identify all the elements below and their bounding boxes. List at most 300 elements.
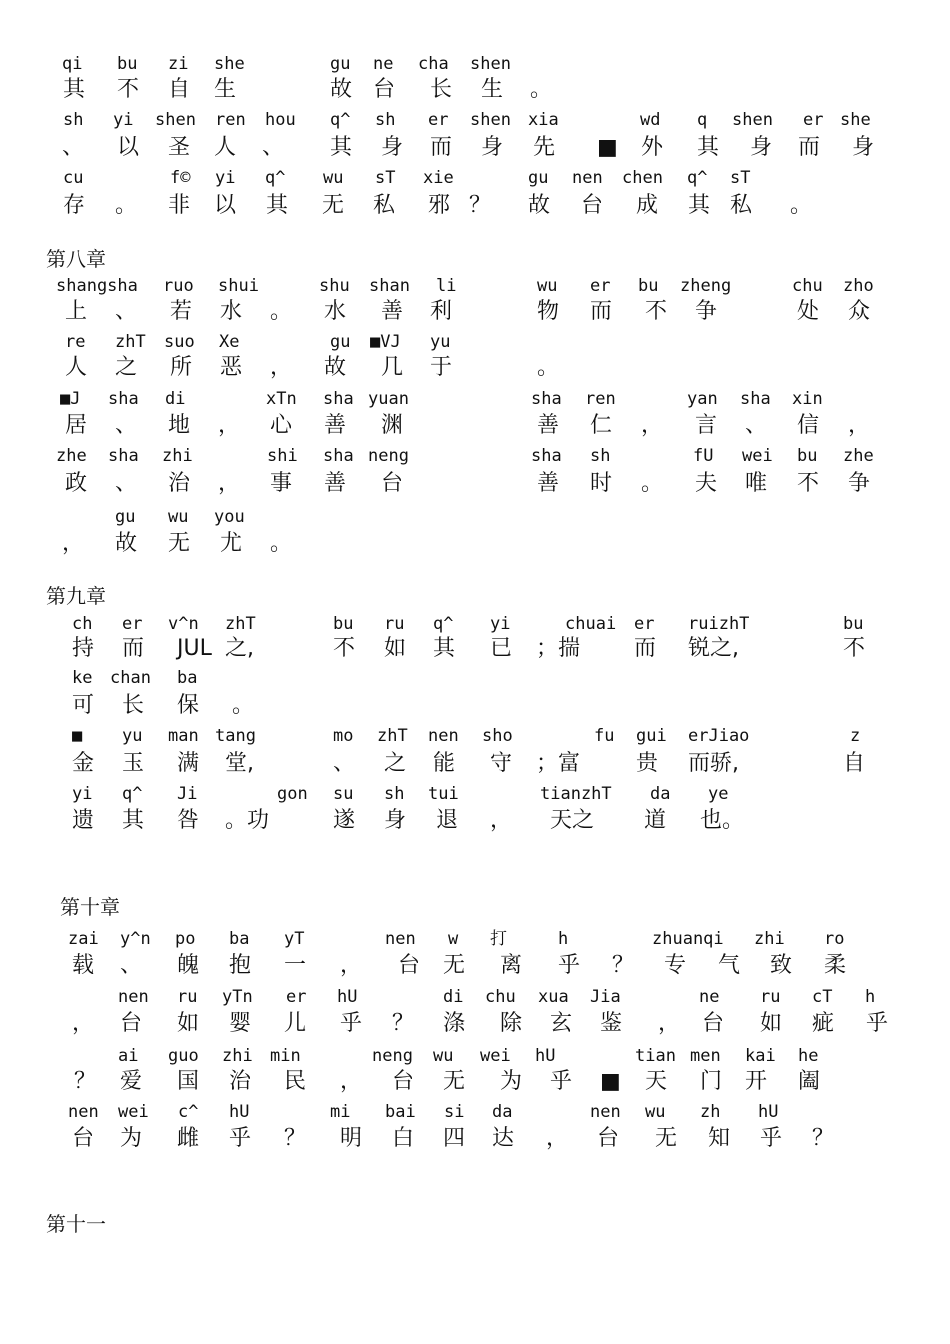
pinyin-word: f© (170, 168, 191, 188)
pinyin-word: wei (742, 446, 773, 466)
pinyin-word: wu (537, 276, 558, 296)
hanzi-char: 满 (177, 751, 200, 776)
hanzi-char: 不 (333, 636, 356, 661)
pinyin-word: xia (528, 110, 559, 130)
pinyin-word: Jia (590, 987, 621, 1007)
pinyin-word: ru (177, 987, 198, 1007)
pinyin-word: nen (385, 929, 416, 949)
pinyin-word: yi (215, 168, 236, 188)
pinyin-word: shangsha (56, 276, 138, 296)
pinyin-word: xin (792, 389, 823, 409)
hanzi-char: 一 (284, 953, 307, 978)
hanzi-char: 乎 (550, 1069, 573, 1094)
pinyin-word: ke (72, 668, 93, 688)
hanzi-char: 天之 (550, 808, 595, 833)
pinyin-word: zhe (843, 446, 874, 466)
chapter-title-line (0, 1210, 950, 1240)
pinyin-word: Ji (177, 784, 198, 804)
pinyin-word: sho (482, 726, 513, 746)
chapter-title-line (0, 582, 950, 612)
pinyin-word: shen (470, 54, 511, 74)
hanzi-char: 、 (333, 751, 356, 776)
pinyin-word: yi (113, 110, 134, 130)
chapter-title: 第十一 (46, 1212, 106, 1236)
hanzi-char: 恶 (220, 355, 243, 380)
pinyin-word: tian (635, 1046, 676, 1066)
hanzi-char: ， (270, 355, 293, 380)
hanzi-char: 善 (537, 413, 560, 438)
hanzi-char: 渊 (381, 413, 404, 438)
hanzi-char: 、 (115, 471, 138, 496)
hanzi-char: 、 (62, 135, 85, 160)
hanzi-char: 可 (72, 693, 95, 718)
hanzi-char: 不 (797, 471, 820, 496)
pinyin-word: zhuanqi (652, 929, 724, 949)
pinyin-line (0, 106, 950, 136)
hanzi-char: 、 (120, 953, 143, 978)
hanzi-char: 、 (115, 299, 138, 324)
hanzi-char: 身 (852, 135, 875, 160)
hanzi-char: 、 (262, 135, 285, 160)
hanzi-char: 台 (373, 77, 396, 102)
pinyin-line (0, 1098, 950, 1128)
hanzi-char: 国 (177, 1069, 200, 1094)
pinyin-line (0, 164, 950, 194)
hanzi-char: ， (658, 1011, 681, 1036)
hanzi-line (0, 807, 950, 837)
hanzi-char: 如 (760, 1011, 783, 1036)
pinyin-word: su (333, 784, 354, 804)
hanzi-char: ？ (74, 1069, 97, 1094)
hanzi-char: 、 (115, 413, 138, 438)
pinyin-word: he (798, 1046, 819, 1066)
hanzi-char: 爱 (120, 1069, 143, 1094)
hanzi-char: 疵 (812, 1011, 835, 1036)
hanzi-char: 知 (708, 1126, 731, 1151)
hanzi-char: 乎 (340, 1011, 363, 1036)
pinyin-word: hU (229, 1102, 250, 1122)
hanzi-char: JUL (177, 636, 212, 661)
pinyin-word: zhT (115, 332, 146, 352)
hanzi-char: 自 (168, 77, 191, 102)
hanzi-char: 以 (214, 193, 237, 218)
hanzi-line (0, 952, 950, 982)
hanzi-char: 治 (229, 1069, 252, 1094)
pinyin-word: she (214, 54, 245, 74)
pinyin-word: ■J (60, 389, 81, 409)
hanzi-char: 无 (443, 953, 466, 978)
hanzi-char: 其 (688, 193, 711, 218)
hanzi-char: 气 (718, 953, 741, 978)
pinyin-word: ruo (163, 276, 194, 296)
hanzi-char: 以 (117, 135, 140, 160)
pinyin-word: er (590, 276, 611, 296)
hanzi-char: 处 (797, 299, 820, 324)
pinyin-word: guo (168, 1046, 199, 1066)
hanzi-char: 其 (266, 193, 289, 218)
hanzi-char: 乎 (558, 953, 581, 978)
hanzi-char: 专 (664, 953, 687, 978)
pinyin-word: shen (470, 110, 511, 130)
pinyin-word: h (865, 987, 876, 1007)
pinyin-word: gon (277, 784, 308, 804)
hanzi-char: 、 (745, 413, 768, 438)
pinyin-word: wu (168, 507, 189, 527)
pinyin-word: er (122, 614, 143, 634)
hanzi-char: 言 (695, 413, 718, 438)
hanzi-char: 之 (384, 751, 407, 776)
hanzi-char: 白 (392, 1126, 415, 1151)
hanzi-char: 保 (177, 693, 200, 718)
hanzi-char: 几 (381, 355, 404, 380)
hanzi-char: 于 (430, 355, 453, 380)
pinyin-word: zhT (225, 614, 256, 634)
pinyin-word: zhT (377, 726, 408, 746)
hanzi-char: 不 (117, 77, 140, 102)
pinyin-word: shen (732, 110, 773, 130)
hanzi-char: 长 (430, 77, 453, 102)
pinyin-word: er (803, 110, 824, 130)
hanzi-char: 其 (63, 77, 86, 102)
hanzi-char: 退 (436, 808, 459, 833)
pinyin-line (0, 722, 950, 752)
hanzi-char: 持 (72, 636, 95, 661)
hanzi-char: 达 (492, 1126, 515, 1151)
hanzi-char: 非 (168, 193, 191, 218)
hanzi-char: 载 (72, 953, 95, 978)
hanzi-char: 台 (120, 1011, 143, 1036)
pinyin-word: sha (108, 389, 139, 409)
pinyin-word: zh (700, 1102, 721, 1122)
pinyin-word: yu (122, 726, 143, 746)
hanzi-char: 而 (590, 299, 613, 324)
hanzi-char: 水 (324, 299, 347, 324)
hanzi-char: 开 (745, 1069, 768, 1094)
hanzi-char: 民 (284, 1069, 307, 1094)
hanzi-char: 无 (322, 193, 345, 218)
hanzi-char: ？ (469, 193, 492, 218)
pinyin-word: ro (824, 929, 845, 949)
hanzi-char: 如 (177, 1011, 200, 1036)
pinyin-line (0, 780, 950, 810)
pinyin-word: sha (740, 389, 771, 409)
hanzi-char: 之, (225, 636, 254, 661)
pinyin-word: bu (843, 614, 864, 634)
pinyin-word: q (697, 110, 708, 130)
hanzi-line (0, 530, 950, 560)
pinyin-word: zho (843, 276, 874, 296)
pinyin-word: ye (708, 784, 729, 804)
hanzi-char: 台 (702, 1011, 725, 1036)
pinyin-word: nen (428, 726, 459, 746)
pinyin-word: wu (433, 1046, 454, 1066)
pinyin-word: sh (63, 110, 84, 130)
hanzi-line (0, 1068, 950, 1098)
hanzi-char: 故 (115, 531, 138, 556)
hanzi-char: 鉴 (600, 1011, 623, 1036)
pinyin-word: zi (168, 54, 189, 74)
hanzi-char: ■ (597, 135, 618, 160)
pinyin-word: zhi (222, 1046, 253, 1066)
hanzi-char: ， (340, 1069, 363, 1094)
pinyin-word: sha (531, 446, 562, 466)
pinyin-word: z (850, 726, 861, 746)
hanzi-line (0, 134, 950, 164)
hanzi-char: ；富 (536, 751, 581, 776)
chapter-title: 第八章 (46, 247, 106, 271)
pinyin-word: sT (375, 168, 396, 188)
hanzi-char: 台 (381, 471, 404, 496)
pinyin-word: gu (528, 168, 549, 188)
pinyin-word: q^ (122, 784, 143, 804)
hanzi-char: 守 (490, 751, 513, 776)
pinyin-word: si (444, 1102, 465, 1122)
hanzi-line (0, 192, 950, 222)
pinyin-word: ren (585, 389, 616, 409)
hanzi-char: ？ (612, 953, 635, 978)
pinyin-word: shu (319, 276, 350, 296)
pinyin-word: ruizhT (688, 614, 750, 634)
pinyin-word: ren (215, 110, 246, 130)
pinyin-word: zheng (680, 276, 732, 296)
hanzi-char: 。 (270, 299, 293, 324)
hanzi-char: 如 (384, 636, 407, 661)
hanzi-char: 道 (644, 808, 667, 833)
chapter-title: 第九章 (46, 584, 106, 608)
pinyin-word: yT (284, 929, 305, 949)
hanzi-char: 致 (770, 953, 793, 978)
hanzi-char: 成 (636, 193, 659, 218)
hanzi-char: 居 (65, 413, 88, 438)
chapter-title: 第十章 (60, 895, 120, 919)
pinyin-word: da (492, 1102, 513, 1122)
hanzi-char: 台 (392, 1069, 415, 1094)
hanzi-char: 已 (490, 636, 513, 661)
hanzi-char: 无 (443, 1069, 466, 1094)
pinyin-word: fU (693, 446, 714, 466)
pinyin-word: mi (330, 1102, 351, 1122)
hanzi-char: 台 (581, 193, 604, 218)
pinyin-word: ba (177, 668, 198, 688)
hanzi-char: 乎 (760, 1126, 783, 1151)
hanzi-char: 其 (122, 808, 145, 833)
pinyin-word: q^ (433, 614, 454, 634)
hanzi-char: 遗 (72, 808, 95, 833)
hanzi-char: 身 (381, 135, 404, 160)
hanzi-char: 无 (655, 1126, 678, 1151)
pinyin-word: yi (72, 784, 93, 804)
pinyin-word: neng (372, 1046, 413, 1066)
hanzi-char: 阖 (798, 1069, 821, 1094)
pinyin-word: 打 (490, 929, 507, 949)
hanzi-char: 离 (500, 953, 523, 978)
pinyin-word: li (436, 276, 457, 296)
pinyin-word: q^ (265, 168, 286, 188)
hanzi-char: ， (218, 413, 241, 438)
hanzi-char: 善 (324, 413, 347, 438)
pinyin-word: zai (68, 929, 99, 949)
pinyin-word: chu (792, 276, 823, 296)
pinyin-word: zhe (56, 446, 87, 466)
hanzi-char: 先 (533, 135, 556, 160)
hanzi-char: 上 (65, 299, 88, 324)
hanzi-char: 能 (433, 751, 456, 776)
hanzi-char: ， (218, 471, 241, 496)
pinyin-word: sT (730, 168, 751, 188)
pinyin-word: wu (323, 168, 344, 188)
hanzi-char: 玄 (550, 1011, 573, 1036)
hanzi-char: 。 (115, 193, 138, 218)
hanzi-line (0, 635, 950, 665)
pinyin-word: xua (538, 987, 569, 1007)
pinyin-line (0, 442, 950, 472)
hanzi-line (0, 412, 950, 442)
pinyin-word: cu (63, 168, 84, 188)
hanzi-char: 乎 (866, 1011, 889, 1036)
hanzi-char: 柔 (824, 953, 847, 978)
pinyin-word: er (428, 110, 449, 130)
pinyin-word: gu (330, 54, 351, 74)
pinyin-word: you (214, 507, 245, 527)
pinyin-word: hU (758, 1102, 779, 1122)
hanzi-char: 金 (72, 751, 95, 776)
hanzi-char: 。 (232, 693, 255, 718)
hanzi-char: 水 (220, 299, 243, 324)
pinyin-word: fu (594, 726, 615, 746)
hanzi-char: 。 (537, 355, 560, 380)
hanzi-char: 台 (398, 953, 421, 978)
hanzi-char: 。 (790, 193, 813, 218)
hanzi-char: 私 (373, 193, 396, 218)
hanzi-char: 信 (797, 413, 820, 438)
pinyin-word: shen (155, 110, 196, 130)
hanzi-char: 人 (65, 355, 88, 380)
pinyin-word: wei (480, 1046, 511, 1066)
hanzi-line (0, 76, 950, 106)
pinyin-word: yuan (368, 389, 409, 409)
hanzi-char: 唯 (745, 471, 768, 496)
pinyin-word: xTn (266, 389, 297, 409)
hanzi-char: 无 (168, 531, 191, 556)
hanzi-line (0, 750, 950, 780)
pinyin-word: nen (68, 1102, 99, 1122)
pinyin-word: ai (118, 1046, 139, 1066)
hanzi-char: 心 (270, 413, 293, 438)
hanzi-char: 仁 (590, 413, 613, 438)
pinyin-word: ne (373, 54, 394, 74)
pinyin-word: gu (330, 332, 351, 352)
pinyin-word: suo (164, 332, 195, 352)
pinyin-word: kai (745, 1046, 776, 1066)
hanzi-char: 私 (730, 193, 753, 218)
pinyin-word: men (690, 1046, 721, 1066)
pinyin-word: w (448, 929, 459, 949)
pinyin-word: bu (117, 54, 138, 74)
hanzi-char: 儿 (284, 1011, 307, 1036)
pinyin-line (0, 925, 950, 955)
hanzi-char: ， (62, 531, 85, 556)
pinyin-word: nen (118, 987, 149, 1007)
hanzi-char: 不 (645, 299, 668, 324)
hanzi-char: 治 (168, 471, 191, 496)
hanzi-char: 乎 (229, 1126, 252, 1151)
pinyin-line (0, 385, 950, 415)
pinyin-word: shan (369, 276, 410, 296)
pinyin-word: yan (687, 389, 718, 409)
hanzi-char: 众 (848, 299, 871, 324)
pinyin-word: hU (535, 1046, 556, 1066)
hanzi-char: ， (72, 1011, 95, 1036)
chapter-title-line (0, 893, 950, 923)
hanzi-char: ？ (392, 1011, 415, 1036)
pinyin-word: hU (337, 987, 358, 1007)
hanzi-char: 玉 (122, 751, 145, 776)
hanzi-char: 身 (481, 135, 504, 160)
hanzi-line (0, 470, 950, 500)
pinyin-word: v^n (168, 614, 199, 634)
hanzi-char: 善 (537, 471, 560, 496)
hanzi-char: 咎 (177, 808, 200, 833)
pinyin-word: neng (368, 446, 409, 466)
hanzi-char: 外 (641, 135, 664, 160)
pinyin-word: Xe (219, 332, 240, 352)
pinyin-word: c^ (178, 1102, 199, 1122)
hanzi-char: 而 (430, 135, 453, 160)
pinyin-word: chuai (565, 614, 617, 634)
pinyin-word: sh (384, 784, 405, 804)
pinyin-word: min (270, 1046, 301, 1066)
pinyin-word: xie (423, 168, 454, 188)
hanzi-char: ， (490, 808, 513, 833)
hanzi-char: 邪 (428, 193, 451, 218)
hanzi-char: ， (546, 1126, 569, 1151)
pinyin-word: tang (215, 726, 256, 746)
hanzi-char: 善 (324, 471, 347, 496)
pinyin-word: cT (812, 987, 833, 1007)
pinyin-word: chu (485, 987, 516, 1007)
pinyin-word: ne (699, 987, 720, 1007)
hanzi-char: 遂 (333, 808, 356, 833)
chapter-title-line (0, 245, 950, 275)
hanzi-char: 长 (122, 693, 145, 718)
pinyin-line (0, 983, 950, 1013)
pinyin-word: sha (323, 389, 354, 409)
pinyin-word: mo (333, 726, 354, 746)
hanzi-char: 地 (168, 413, 191, 438)
pinyin-word: hou (265, 110, 296, 130)
pinyin-word: ru (384, 614, 405, 634)
hanzi-char: 。 (270, 531, 293, 556)
pinyin-word: ru (760, 987, 781, 1007)
pinyin-word: da (650, 784, 671, 804)
hanzi-line (0, 1010, 950, 1040)
hanzi-char: 事 (270, 471, 293, 496)
pinyin-word: q^ (687, 168, 708, 188)
hanzi-char: 抱 (229, 953, 252, 978)
hanzi-char: 物 (537, 299, 560, 324)
hanzi-char: 善 (381, 299, 404, 324)
pinyin-word: wu (645, 1102, 666, 1122)
hanzi-char: 而 (122, 636, 145, 661)
pinyin-word: re (65, 332, 86, 352)
pinyin-word: nen (590, 1102, 621, 1122)
hanzi-line (0, 1125, 950, 1155)
pinyin-word: yi (490, 614, 511, 634)
pinyin-word: tui (428, 784, 459, 804)
pinyin-word: yu (430, 332, 451, 352)
pinyin-word: di (443, 987, 464, 1007)
pinyin-word: wd (640, 110, 661, 130)
